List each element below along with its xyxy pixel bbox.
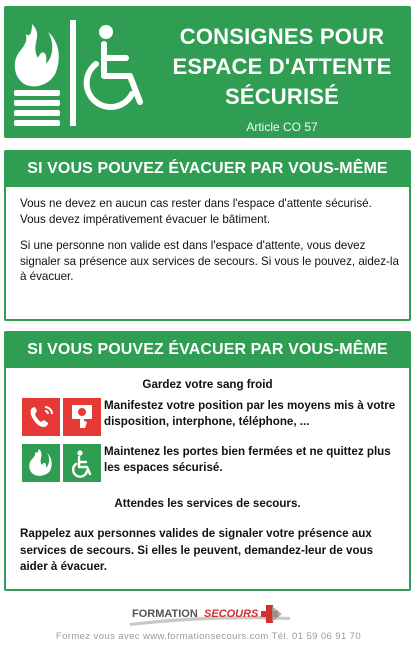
wheelchair-icon <box>87 25 140 107</box>
section-waiting-instructions <box>4 331 411 591</box>
section1-paragraph-1: Vous ne devez en aucun cas rester dans l'espace d'attente sécurisé. Vous devez impérativement évacuer le bâtiment. <box>20 197 372 226</box>
section1-heading: SI VOUS POUVEZ ÉVACUER PAR VOUS-MÊME <box>6 152 409 187</box>
wait-text: Attendes les services de secours. <box>114 497 301 510</box>
emergency-exit-flame-icon <box>14 24 60 126</box>
logo-text-formation: FORMATION <box>132 608 198 620</box>
header-symbols <box>10 18 150 128</box>
manifest-text: Manifestez votre position par les moyens mis à votre disposition, interphone, téléphone, ... <box>104 399 396 428</box>
title-line-2: ESPACE D'ATTENTE <box>172 54 392 79</box>
remind-text: Rappelez aux personnes valides de signaler votre présence aux services de secours. Si elles le peuvent, demandez-leur de vous aider à évacuer. <box>20 527 374 573</box>
section1-content <box>6 187 409 285</box>
section-self-evacuation <box>4 150 411 321</box>
wheelchair-icon <box>63 444 101 482</box>
footer-contact: Formez vous avec www.formationsecours.com Tél. 01 59 06 91 70 <box>55 631 362 642</box>
page-title <box>156 22 408 112</box>
alarm-button-icon <box>63 398 101 436</box>
cross-icon <box>261 605 282 623</box>
doors-icons <box>22 444 101 482</box>
article-reference: Article CO 57 <box>246 120 318 134</box>
flame-exit-icon <box>22 444 60 482</box>
title-line-1: CONSIGNES POUR <box>179 24 385 49</box>
formation-secours-logo <box>130 603 290 627</box>
header-divider <box>70 20 76 126</box>
manifest-icons <box>22 398 101 436</box>
header-banner <box>4 6 411 138</box>
section1-paragraph-2: Si une personne non valide est dans l'espace d'attente, vous devez signaler sa présence aux services de secours. Si vous le pouvez, aidez-la à évacuer. <box>20 239 399 283</box>
keep-calm-text: Gardez votre sang froid <box>142 378 273 391</box>
emergency-phone-icon <box>22 398 60 436</box>
logo-text-secours: SECOURS <box>204 608 259 620</box>
title-line-3: SÉCURISÉ <box>224 84 340 109</box>
section2-heading: SI VOUS POUVEZ ÉVACUER PAR VOUS-MÊME <box>6 333 409 368</box>
doors-text: Maintenez les portes bien fermées et ne quittez plus les espaces sécurisé. <box>104 445 391 474</box>
